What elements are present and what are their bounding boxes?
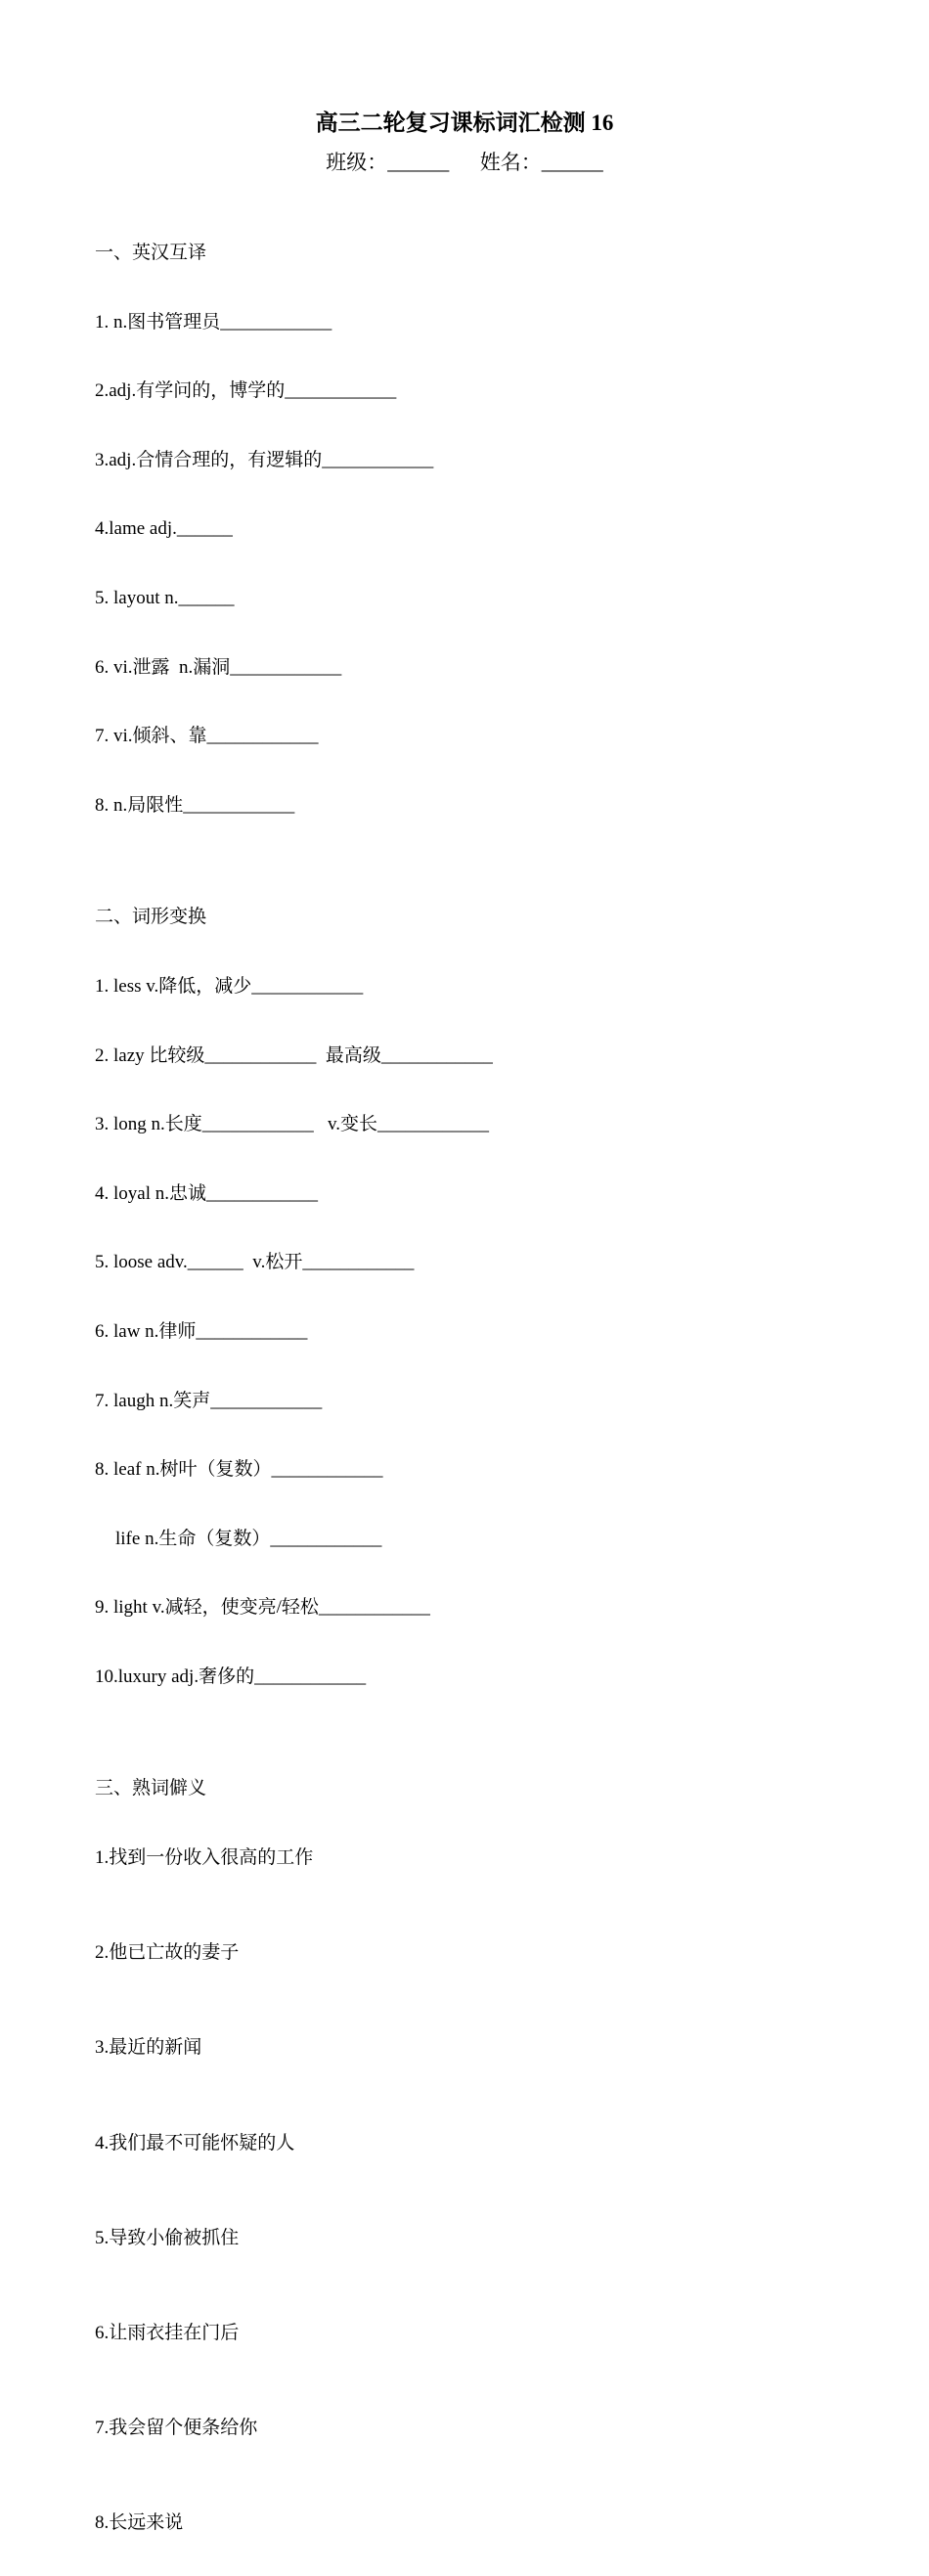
translation-item: 8. n.局限性____________ [95,794,295,816]
phrase-item: 4.我们最不可能怀疑的人 [95,2132,295,2154]
section-heading: 二、词形变换 [95,907,207,928]
page-title: 高三二轮复习课标词汇检测 16 [315,111,614,135]
translation-item: 7. vi.倾斜、靠____________ [95,726,319,747]
word-form-item: 1. less v.降低，减少____________ [95,975,364,997]
word-form-item: 7. laugh n.笑声____________ [95,1390,323,1411]
word-form-item: 9. light v.减轻，使变亮/轻松____________ [95,1597,430,1619]
word-form-item: 3. long n.长度____________ v.变长____________ [95,1114,490,1135]
section-heading: 一、英汉互译 [95,243,207,263]
translation-item: 2.adj.有学问的，博学的____________ [95,380,397,402]
word-form-item: 10.luxury adj.奢侈的____________ [95,1666,367,1687]
word-form-item: 6. law n.律师____________ [95,1320,308,1342]
translation-item: 5. layout n.______ [95,587,235,608]
translation-item: 6. vi.泄露 n.漏洞____________ [95,656,342,678]
phrase-item: 3.最近的新闻 [95,2037,202,2059]
translation-item: 3.adj.合情合理的，有逻辑的____________ [95,449,434,470]
word-form-item: 5. loose adv.______ v.松开____________ [95,1252,415,1273]
phrase-item: 1.找到一份收入很高的工作 [95,1847,314,1869]
word-form-item: 2. lazy 比较级____________ 最高级____________ [95,1044,493,1066]
phrase-item: 7.我会留个便条给你 [95,2418,258,2439]
worksheet-body [95,176,877,2576]
word-form-item: 8. leaf n.树叶（复数）____________ [95,1459,383,1481]
phrase-item: 6.让雨衣挂在门后 [95,2323,240,2343]
phrase-item: 5.导致小偷被抓住 [95,2227,240,2248]
word-form-item: 4. loyal n.忠诚____________ [95,1182,318,1204]
phrase-item: 2.他已亡故的妻子 [95,1942,240,1964]
translation-item: 4.lame adj.______ [95,518,233,540]
word-form-item: life n.生命（复数）____________ [115,1528,382,1549]
translation-item: 1. n.图书管理员____________ [95,311,332,333]
section-heading: 三、熟词僻义 [95,1778,207,1799]
class-name-line: 班级：______ 姓名：______ [326,151,603,174]
phrase-item: 8.长远来说 [95,2512,184,2534]
